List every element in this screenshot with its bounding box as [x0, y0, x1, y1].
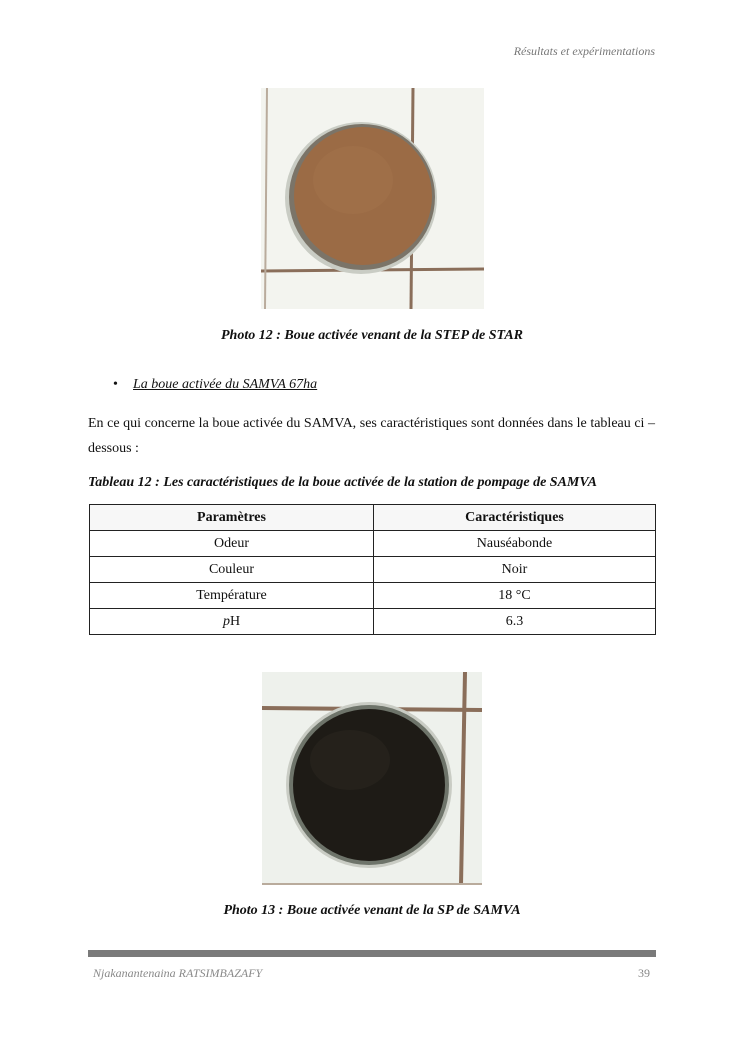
photo-brown-sludge [261, 88, 484, 309]
table-row [90, 583, 656, 609]
footer-divider [88, 950, 656, 957]
table-cell-parameter: Odeur [90, 531, 374, 557]
bullet-heading: La boue activée du SAMVA 67ha [133, 377, 318, 392]
table-cell-parameter: pH [90, 609, 374, 635]
table-header-caracteristiques: Caractéristiques [374, 505, 656, 531]
bullet-marker: • [113, 377, 118, 392]
table-row [90, 531, 656, 557]
table-cell-value: 18 °C [374, 583, 656, 609]
table-cell-parameter: Température [90, 583, 374, 609]
table-cell-value: Noir [374, 557, 656, 583]
table-row [90, 557, 656, 583]
body-paragraph: En ce qui concerne la boue activée du SAMVA, ses caractéristiques sont données dans le tableau ci – dessous : [88, 416, 655, 456]
footer-author: Njakanantenaina RATSIMBAZAFY [93, 966, 263, 980]
table-header-row [90, 505, 656, 531]
photo-13-caption: Photo 13 : Boue activée venant de la SP de SAMVA [223, 903, 521, 918]
table-cell-value: Nauséabonde [374, 531, 656, 557]
header-title: Résultats et expérimentations [513, 44, 655, 58]
characteristics-table [89, 504, 656, 635]
table-title: Tableau 12 : Les caractéristiques de la boue activée de la station de pompage de SAMVA [88, 475, 598, 490]
table-header-parametres: Paramètres [90, 505, 374, 531]
page-number: 39 [638, 966, 650, 980]
table-row [90, 609, 656, 635]
photo-black-sludge [262, 672, 482, 885]
table-cell-parameter: Couleur [90, 557, 374, 583]
photo-12-caption: Photo 12 : Boue activée venant de la STEP de STAR [220, 328, 524, 343]
table-cell-value: 6.3 [374, 609, 656, 635]
